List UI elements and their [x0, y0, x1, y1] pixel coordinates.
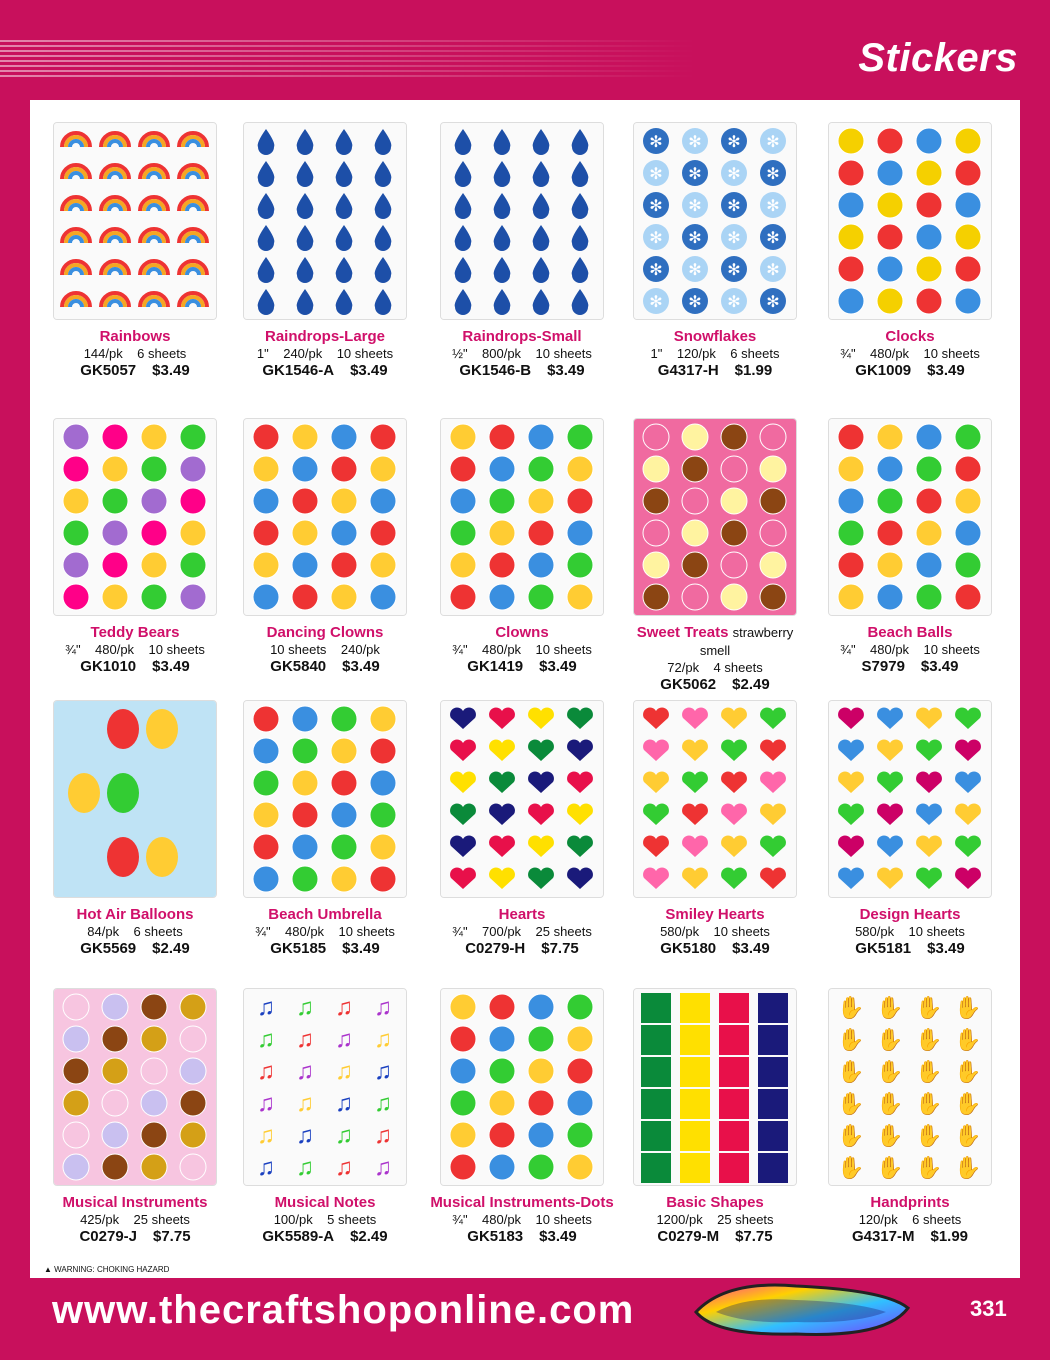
svg-text:✻: ✻ — [688, 230, 702, 247]
svg-text:✻: ✻ — [688, 198, 702, 215]
warning-text: WARNING: CHOKING HAZARD — [54, 1265, 170, 1274]
product-price: $3.49 — [152, 658, 190, 675]
website-url[interactable]: www.thecraftshoponline.com — [52, 1288, 635, 1332]
svg-text:✋: ✋ — [876, 1091, 904, 1116]
product-name — [230, 906, 420, 924]
svg-text:♫: ♫ — [335, 1154, 353, 1181]
svg-text:♫: ♫ — [296, 1026, 314, 1053]
product-title: Snowflakes — [673, 328, 757, 345]
hot-air-balloon-sticker-sheet-image[interactable] — [53, 700, 217, 898]
product-sku-price — [427, 362, 617, 380]
svg-text:♫: ♫ — [374, 1122, 392, 1149]
product-name — [40, 624, 230, 642]
product-card[interactable] — [230, 988, 420, 1246]
beach-ball-icon — [829, 419, 991, 615]
svg-text:✻: ✻ — [766, 230, 780, 247]
product-name — [620, 328, 810, 346]
product-card[interactable] — [230, 418, 420, 676]
product-card[interactable] — [427, 700, 617, 958]
product-title: Musical Notes — [274, 1194, 376, 1211]
product-price: $7.75 — [735, 1228, 773, 1245]
svg-text:✋: ✋ — [837, 1155, 865, 1180]
svg-text:✻: ✻ — [727, 262, 741, 279]
product-sku-price — [620, 676, 810, 694]
product-specs: ¾" 480/pk 10 sheets — [840, 642, 980, 657]
product-card[interactable] — [40, 700, 230, 958]
svg-text:✋: ✋ — [954, 995, 982, 1020]
product-card[interactable] — [620, 122, 810, 380]
product-sku: GK1546-A — [262, 362, 335, 379]
svg-text:✋: ✋ — [915, 1155, 943, 1180]
product-title: Design Hearts — [859, 906, 961, 923]
product-card[interactable] — [40, 418, 230, 676]
product-name — [427, 1194, 617, 1212]
svg-text:♫: ♫ — [257, 1090, 275, 1117]
clock-icon — [829, 123, 991, 319]
svg-text:✻: ✻ — [727, 166, 741, 183]
instrument-icon — [54, 989, 216, 1185]
teddy-bear-sticker-sheet-image[interactable] — [53, 418, 217, 616]
craft-shop-logo — [686, 1272, 916, 1346]
product-card[interactable] — [427, 988, 617, 1246]
svg-text:♫: ♫ — [296, 1154, 314, 1181]
product-sku-price — [40, 1228, 230, 1246]
product-price: $3.49 — [342, 940, 380, 957]
product-name — [40, 1194, 230, 1212]
ice-cream-sticker-sheet-image[interactable] — [633, 418, 797, 616]
clock-sticker-sheet-image[interactable] — [828, 122, 992, 320]
product-price: $2.49 — [152, 940, 190, 957]
product-specs: 1" 120/pk 6 sheets — [650, 346, 780, 361]
product-price: $3.49 — [342, 658, 380, 675]
header-stripes — [0, 40, 700, 80]
product-card[interactable] — [815, 418, 1005, 676]
svg-text:✻: ✻ — [688, 134, 702, 151]
product-name — [40, 328, 230, 346]
choking-hazard-warning — [42, 1265, 171, 1274]
svg-text:♫: ♫ — [335, 1090, 353, 1117]
product-sku-price — [427, 658, 617, 676]
product-panel — [30, 100, 1020, 1278]
product-title: Musical Instruments-Dots — [430, 1194, 614, 1211]
product-price: $3.49 — [350, 362, 388, 379]
product-card[interactable] — [427, 418, 617, 676]
svg-text:✋: ✋ — [876, 995, 904, 1020]
product-title: Dancing Clowns — [266, 624, 384, 641]
product-name — [427, 328, 617, 346]
product-card[interactable] — [40, 122, 230, 380]
product-name — [620, 1194, 810, 1212]
product-sku-price — [230, 362, 420, 380]
product-specs: 120/pk 6 sheets — [858, 1212, 962, 1227]
product-sku-price — [230, 1228, 420, 1246]
product-sku: GK5180 — [660, 940, 717, 957]
smiley-heart-sticker-sheet-image[interactable] — [633, 700, 797, 898]
product-title: Handprints — [870, 1194, 950, 1211]
product-title: Beach Umbrella — [268, 906, 382, 923]
svg-text:♫: ♫ — [374, 1154, 392, 1181]
product-sku: GK5185 — [270, 940, 327, 957]
product-sku: GK1010 — [80, 658, 137, 675]
product-sku: S7979 — [861, 658, 905, 675]
product-price: $2.49 — [350, 1228, 388, 1245]
product-card[interactable] — [620, 418, 810, 694]
product-price: $7.75 — [541, 940, 579, 957]
svg-text:✻: ✻ — [649, 294, 663, 311]
svg-text:✻: ✻ — [766, 262, 780, 279]
product-sku-price — [815, 658, 1005, 676]
product-price: $3.49 — [920, 658, 959, 675]
product-title: Hearts — [498, 906, 546, 923]
svg-text:♫: ♫ — [374, 994, 392, 1021]
product-title: Musical Instruments — [62, 1194, 208, 1211]
product-name — [620, 624, 810, 660]
svg-text:✋: ✋ — [876, 1059, 904, 1084]
svg-text:♫: ♫ — [335, 1026, 353, 1053]
svg-text:♫: ♫ — [257, 1122, 275, 1149]
product-sku-price — [620, 1228, 810, 1246]
svg-text:✻: ✻ — [727, 198, 741, 215]
product-price: $2.49 — [732, 676, 770, 693]
product-specs: ½" 800/pk 10 sheets — [452, 346, 592, 361]
heart-sticker-sheet-image[interactable] — [828, 700, 992, 898]
product-title: Sweet Treats — [636, 624, 729, 641]
teddy-bear-icon — [54, 419, 216, 615]
product-sku-price — [620, 940, 810, 958]
svg-text:✋: ✋ — [837, 995, 865, 1020]
product-name — [230, 1194, 420, 1212]
product-specs: 580/pk 10 sheets — [660, 924, 770, 939]
product-card[interactable] — [620, 700, 810, 958]
product-specs: ¾" 700/pk 25 sheets — [452, 924, 592, 939]
page-number: 331 — [970, 1296, 1007, 1321]
svg-text:✋: ✋ — [954, 1091, 982, 1116]
svg-text:✋: ✋ — [837, 1059, 865, 1084]
product-sku: GK1419 — [467, 658, 524, 675]
svg-text:✻: ✻ — [688, 294, 702, 311]
svg-text:✋: ✋ — [915, 1091, 943, 1116]
snowflake-icon — [634, 123, 796, 319]
product-sku-price — [815, 1228, 1005, 1246]
product-sku-price — [40, 362, 230, 380]
product-sku: GK1546-B — [459, 362, 532, 379]
svg-text:✋: ✋ — [837, 1027, 865, 1052]
product-price: $7.75 — [153, 1228, 191, 1245]
heart-icon — [829, 701, 991, 897]
svg-text:✋: ✋ — [876, 1027, 904, 1052]
product-title: Beach Balls — [867, 624, 953, 641]
product-sku-price — [620, 362, 810, 380]
clown-icon — [441, 419, 603, 615]
beach-ball-sticker-sheet-image[interactable] — [828, 418, 992, 616]
product-sku: G4317-M — [851, 1228, 915, 1245]
svg-text:✻: ✻ — [766, 198, 780, 215]
svg-text:✻: ✻ — [727, 230, 741, 247]
svg-text:✻: ✻ — [649, 230, 663, 247]
product-price: $1.99 — [930, 1228, 969, 1245]
product-card[interactable] — [620, 988, 810, 1246]
product-title: Clowns — [495, 624, 549, 641]
product-specs: ¾" 480/pk 10 sheets — [255, 924, 395, 939]
umbrella-icon — [244, 701, 406, 897]
ice-cream-icon — [634, 419, 796, 615]
svg-text:♫: ♫ — [335, 994, 353, 1021]
svg-text:✋: ✋ — [876, 1155, 904, 1180]
product-sku: GK5589-A — [262, 1228, 335, 1245]
raindrop-icon — [244, 123, 406, 319]
product-sku-price — [230, 940, 420, 958]
svg-text:♫: ♫ — [374, 1058, 392, 1085]
clown-sticker-sheet-image[interactable] — [243, 418, 407, 616]
product-specs: 1200/pk 25 sheets — [656, 1212, 774, 1227]
svg-text:✻: ✻ — [727, 294, 741, 311]
svg-text:♫: ♫ — [257, 1154, 275, 1181]
product-specs: ¾" 480/pk 10 sheets — [65, 642, 205, 657]
instrument-sticker-sheet-image[interactable] — [53, 988, 217, 1186]
shape-sticker-sheet-image[interactable] — [633, 988, 797, 1186]
svg-text:✻: ✻ — [649, 262, 663, 279]
product-sku: GK5181 — [855, 940, 912, 957]
product-title: Raindrops-Large — [264, 328, 385, 345]
svg-text:✋: ✋ — [954, 1059, 982, 1084]
product-title: Smiley Hearts — [665, 906, 765, 923]
handprint-sticker-sheet-image[interactable] — [828, 988, 992, 1186]
instrument-sticker-sheet-image[interactable] — [440, 988, 604, 1186]
product-sku: C0279-J — [79, 1228, 137, 1245]
instrument-icon — [441, 989, 603, 1185]
product-specs: 425/pk 25 sheets — [80, 1212, 190, 1227]
raindrop-sticker-sheet-image[interactable] — [243, 122, 407, 320]
product-title: Rainbows — [99, 328, 171, 345]
svg-text:✻: ✻ — [766, 294, 780, 311]
product-sku-price — [40, 940, 230, 958]
product-name — [815, 1194, 1005, 1212]
product-price: $3.49 — [732, 940, 770, 957]
product-card[interactable] — [815, 988, 1005, 1246]
product-title: Raindrops-Small — [462, 328, 582, 345]
product-name — [815, 906, 1005, 924]
svg-text:✋: ✋ — [915, 1027, 943, 1052]
product-sku: GK5569 — [80, 940, 137, 957]
product-name — [815, 328, 1005, 346]
svg-text:✋: ✋ — [954, 1027, 982, 1052]
svg-text:✻: ✻ — [766, 166, 780, 183]
heart-icon — [441, 701, 603, 897]
product-card[interactable] — [230, 700, 420, 958]
product-price: $3.49 — [927, 362, 965, 379]
product-sku: GK5062 — [660, 676, 717, 693]
svg-text:✻: ✻ — [649, 166, 663, 183]
product-name — [620, 906, 810, 924]
product-card[interactable] — [815, 700, 1005, 958]
product-sku-price — [815, 940, 1005, 958]
svg-text:✋: ✋ — [954, 1155, 982, 1180]
svg-text:✻: ✻ — [766, 134, 780, 151]
product-price: $3.49 — [152, 362, 190, 379]
product-title: Hot Air Balloons — [76, 906, 194, 923]
product-sku: GK1009 — [855, 362, 912, 379]
svg-text:✻: ✻ — [649, 134, 663, 151]
product-sku-price — [427, 940, 617, 958]
product-note: strawberry smell — [699, 625, 794, 658]
product-specs: 144/pk 6 sheets — [83, 346, 187, 361]
product-sku: G4317-H — [657, 362, 719, 379]
product-sku-price — [815, 362, 1005, 380]
product-card[interactable] — [427, 122, 617, 380]
product-specs: 580/pk 10 sheets — [855, 924, 965, 939]
svg-text:♫: ♫ — [374, 1090, 392, 1117]
product-specs: 84/pk 6 sheets — [87, 924, 183, 939]
product-specs: 10 sheets 240/pk — [270, 642, 380, 657]
music-note-icon — [244, 989, 406, 1185]
svg-text:✋: ✋ — [876, 1123, 904, 1148]
snowflake-sticker-sheet-image[interactable] — [633, 122, 797, 320]
umbrella-sticker-sheet-image[interactable] — [243, 700, 407, 898]
product-title: Basic Shapes — [666, 1194, 764, 1211]
svg-text:♫: ♫ — [335, 1058, 353, 1085]
raindrop-sticker-sheet-image[interactable] — [440, 122, 604, 320]
product-price: $3.49 — [547, 362, 585, 379]
svg-text:♫: ♫ — [257, 1058, 275, 1085]
product-card[interactable] — [40, 988, 230, 1246]
rainbow-sticker-sheet-image[interactable] — [53, 122, 217, 320]
product-sku-price — [40, 658, 230, 676]
product-specs: 100/pk 5 sheets — [273, 1212, 377, 1227]
svg-text:♫: ♫ — [296, 994, 314, 1021]
hot-air-balloon-icon — [54, 701, 216, 897]
product-title: Teddy Bears — [90, 624, 180, 641]
product-name — [230, 624, 420, 642]
product-price: $3.49 — [927, 940, 965, 957]
product-card[interactable] — [815, 122, 1005, 380]
product-specs: ¾" 480/pk 10 sheets — [452, 642, 592, 657]
product-name — [815, 624, 1005, 642]
svg-text:✋: ✋ — [915, 1059, 943, 1084]
product-sku: GK5183 — [467, 1228, 524, 1245]
svg-text:✻: ✻ — [727, 134, 741, 151]
svg-text:✋: ✋ — [915, 1123, 943, 1148]
raindrop-icon — [441, 123, 603, 319]
music-note-sticker-sheet-image[interactable] — [243, 988, 407, 1186]
product-sku: C0279-M — [657, 1228, 720, 1245]
svg-text:♫: ♫ — [335, 1122, 353, 1149]
product-sku-price — [427, 1228, 617, 1246]
svg-text:✋: ✋ — [954, 1123, 982, 1148]
handprint-icon — [829, 989, 991, 1185]
svg-text:✻: ✻ — [649, 198, 663, 215]
svg-text:♫: ♫ — [296, 1090, 314, 1117]
product-card[interactable] — [230, 122, 420, 380]
shape-icon — [634, 989, 796, 1185]
product-specs: ¾" 480/pk 10 sheets — [840, 346, 980, 361]
product-price: $1.99 — [734, 362, 773, 379]
product-specs: ¾" 480/pk 10 sheets — [452, 1212, 592, 1227]
product-sku: GK5840 — [270, 658, 327, 675]
heart-sticker-sheet-image[interactable] — [440, 700, 604, 898]
clown-sticker-sheet-image[interactable] — [440, 418, 604, 616]
warning-icon: ▲ — [44, 1265, 52, 1274]
page-title: Stickers — [858, 36, 1018, 80]
product-grid — [30, 100, 1020, 1278]
smiley-heart-icon — [634, 701, 796, 897]
product-specs: 72/pk 4 sheets — [667, 660, 763, 675]
svg-text:♫: ♫ — [296, 1058, 314, 1085]
svg-text:✋: ✋ — [837, 1123, 865, 1148]
product-price: $3.49 — [539, 1228, 577, 1245]
product-name — [230, 328, 420, 346]
product-name — [427, 624, 617, 642]
svg-text:✻: ✻ — [688, 262, 702, 279]
clown-icon — [244, 419, 406, 615]
product-sku-price — [230, 658, 420, 676]
product-title: Clocks — [885, 328, 935, 345]
svg-text:✋: ✋ — [837, 1091, 865, 1116]
product-sku: GK5057 — [80, 362, 137, 379]
svg-text:✻: ✻ — [688, 166, 702, 183]
product-sku: C0279-H — [465, 940, 526, 957]
product-specs: 1" 240/pk 10 sheets — [256, 346, 394, 361]
product-name — [427, 906, 617, 924]
rainbow-icon — [54, 123, 216, 319]
svg-text:♫: ♫ — [257, 1026, 275, 1053]
svg-text:♫: ♫ — [374, 1026, 392, 1053]
product-name — [40, 906, 230, 924]
svg-text:♫: ♫ — [257, 994, 275, 1021]
svg-text:✋: ✋ — [915, 995, 943, 1020]
product-price: $3.49 — [539, 658, 577, 675]
svg-text:♫: ♫ — [296, 1122, 314, 1149]
